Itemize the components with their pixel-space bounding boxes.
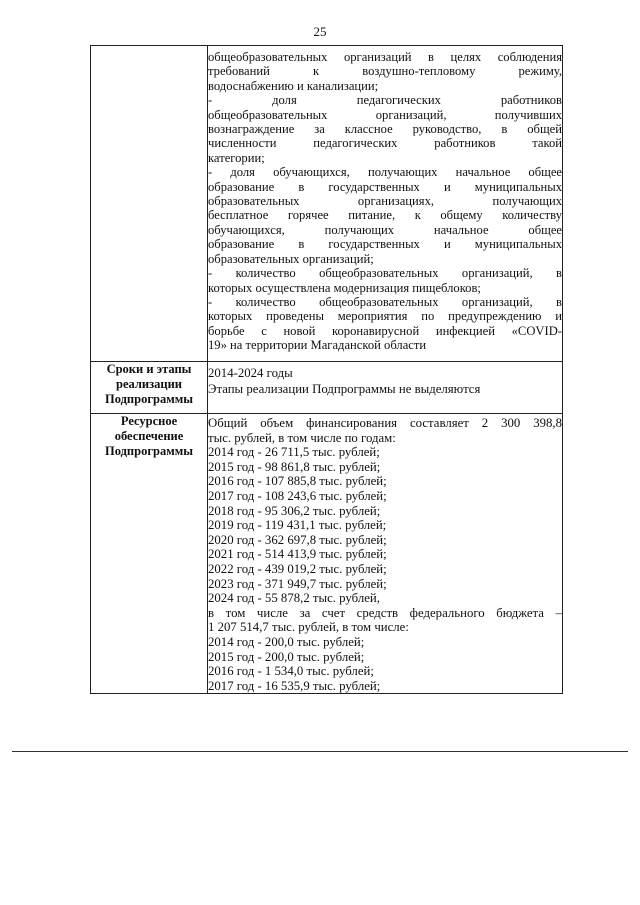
text-line: - доля педагогических работников [208, 93, 562, 108]
text-line: обучающихся, получающих начальное общее [208, 222, 562, 237]
text-line: 2015 год - 200,0 тыс. рублей; [208, 649, 365, 664]
text-line: 2020 год - 362 697,8 тыс. рублей; [208, 532, 387, 547]
text-line: водоснабжению и канализации; [208, 78, 379, 93]
text-line: 19» на территории Магаданской области [208, 338, 427, 353]
text-line: тыс. рублей, в том числе по годам: [208, 430, 396, 445]
text-line: в том числе за счет средств федерального бюджета – [208, 605, 562, 620]
subprogram-passport-table [90, 45, 563, 694]
text-line: вознаграждение за классное руководство, в общей [208, 122, 562, 137]
text-line: 2016 год - 107 885,8 тыс. рублей; [208, 474, 387, 489]
text-line: Этапы реализации Подпрограммы не выделяются [208, 382, 481, 396]
text-line: 2019 год - 119 431,1 тыс. рублей; [208, 518, 387, 533]
text-line: образование в государственных и муниципальных [208, 179, 562, 194]
text-line: бесплатное горячее питание, к общему количеству [208, 208, 562, 223]
text-line: 2016 год - 1 534,0 тыс. рублей; [208, 664, 374, 679]
text-line: - количество общеобразовательных организаций, в [208, 294, 562, 309]
row-label-funding: Ресурсное обеспечение Подпрограммы [91, 414, 208, 694]
text-line: 2024 год - 55 878,2 тыс. рублей, [208, 591, 380, 606]
text-line: образование в государственных и муниципальных [208, 237, 562, 252]
text-line: образовательных организациях, получающих [208, 194, 562, 209]
funding-cell [208, 414, 563, 694]
text-line: 2018 год - 95 306,2 тыс. рублей; [208, 503, 381, 518]
text-line: образовательных организаций; [208, 251, 374, 266]
text-line: 2022 год - 439 019,2 тыс. рублей; [208, 561, 387, 576]
text-line: борьбе с новой коронавирусной инфекцией «COVID- [208, 323, 562, 338]
table-row [91, 362, 563, 414]
target-indicators-cell [208, 46, 563, 362]
text-line: - доля обучающихся, получающих начальное общее [208, 165, 562, 180]
text-line: которых осуществлена модернизация пищеблоков; [208, 280, 481, 295]
text-line: 2023 год - 371 949,7 тыс. рублей; [208, 576, 387, 591]
text-line: Общий объем финансирования составляет 2 300 398,8 [208, 416, 562, 430]
text-line: 1 207 514,7 тыс. рублей, в том числе: [208, 620, 409, 635]
text-line: - количество общеобразовательных организаций, в [208, 266, 562, 281]
text-line: категории; [208, 150, 265, 165]
text-line: которых проведены мероприятия по предупреждению и [208, 309, 562, 324]
text-line: 2015 год - 98 861,8 тыс. рублей; [208, 459, 381, 474]
text-line: 2017 год - 16 535,9 тыс. рублей; [208, 678, 381, 693]
text-line: 2014 год - 26 711,5 тыс. рублей; [208, 445, 380, 460]
text-line: требований к воздушно-тепловому режиму, [208, 64, 562, 79]
footer-divider [12, 751, 628, 752]
text-line: 2021 год - 514 413,9 тыс. рублей; [208, 547, 387, 562]
text-line: 2014-2024 годы [208, 366, 293, 380]
text-line: 2014 год - 200,0 тыс. рублей; [208, 634, 365, 649]
text-line: общеобразовательных организаций, получивших [208, 107, 562, 122]
table-row [91, 46, 563, 362]
page-number: 25 [313, 24, 327, 39]
row-label-timeline: Сроки и этапы реализации Подпрограммы [91, 362, 208, 414]
text-line: 2017 год - 108 243,6 тыс. рублей; [208, 488, 387, 503]
text-line: общеобразовательных организаций в целях соблюдения [208, 50, 562, 64]
timeline-cell [208, 362, 563, 414]
table-row [91, 414, 563, 694]
row-label-empty [91, 46, 208, 362]
text-line: численности педагогических работников такой [208, 136, 562, 151]
